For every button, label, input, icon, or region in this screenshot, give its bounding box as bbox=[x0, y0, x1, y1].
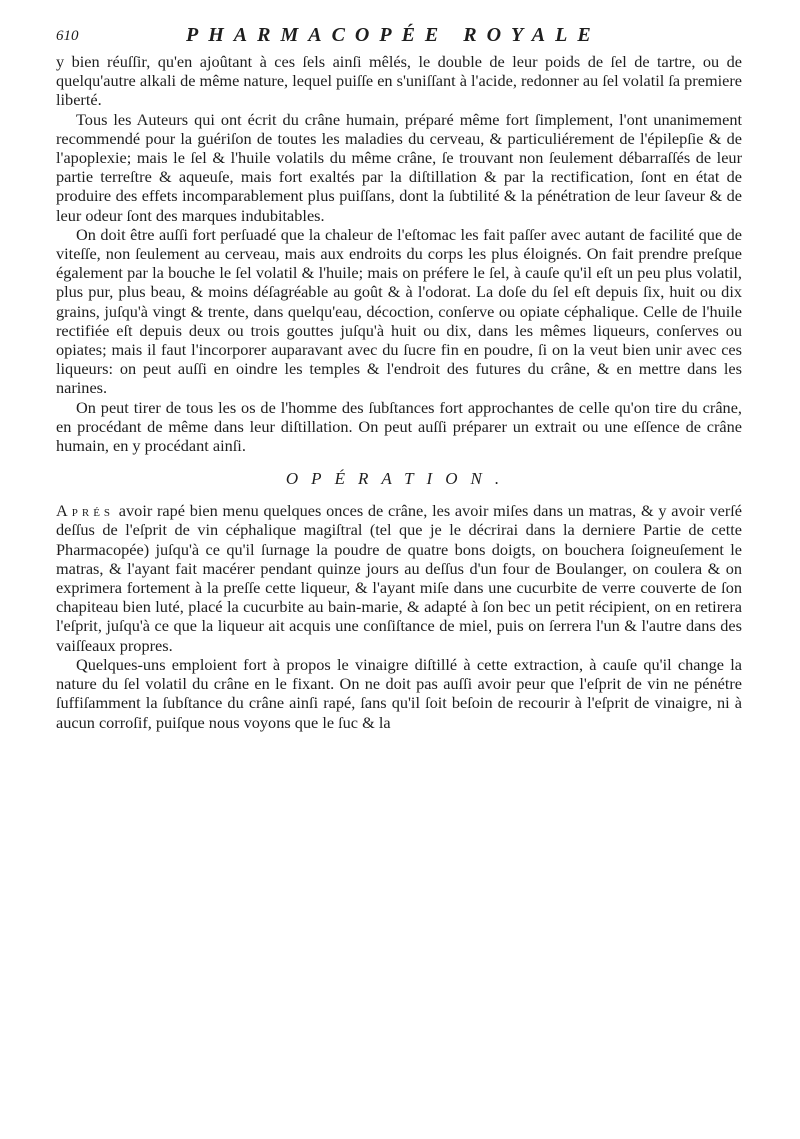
paragraph-bones-extract: On peut tirer de tous les os de l'homme des ſubſtances fort approchantes de celle qu'on tire du crâne, en procédant de même dans leur diſtillation. On peut auſſi préparer un extrait ou une eſſence de crâne humain, en y procédant ainſi. bbox=[56, 397, 742, 456]
running-head bbox=[56, 22, 742, 52]
section-heading-operation: OPÉRATION. bbox=[285, 469, 513, 489]
paragraph-lead-word: Aprés bbox=[56, 501, 115, 521]
paragraph-cranium-virtues: Tous les Auteurs qui ont écrit du crâne humain, préparé même fort ſimplement, l'ont unanimement recommendé pour la guériſon de toutes les maladies du cerveau, & particuliérement de l'épilepſie & de l'apoplexie; mais le ſel & l'huile volatils du même crâne, ſe trouvant non ſeulement débarraſſés de leur partie terreſtre & aqueuſe, mais fort exaltés par la diſtillation & par la rectification, ſont en état de produire des effets incomparablement plus puiſſans, dont la ſubtilité & la pénétration de leur ſaveur & de leur odeur ſont des marques indubitables. bbox=[56, 109, 742, 225]
paragraph-dosage: On doit être auſſi fort perſuadé que la chaleur de l'eſtomac les fait paſſer avec autant de facilité que de viteſſe, non ſeulement au cerveau, mais aux endroits du corps les plus éloignés. On fait prendre preſque également par la bouche le ſel volatil & l'huile; mais on préfere le ſel, à cauſe qu'il eſt un peu plus volatil, plus pur, plus beau, & moins déſagréable au goût & à l'odorat. La doſe du ſel eſt depuis ſix, huit ou dix grains, juſqu'à vingt & trente, dans quelqu'eau, décoction, conſerve ou opiate céphalique. Celle de l'huile rectifiée eſt depuis deux ou trois gouttes juſqu'à huit ou dix, dans les mêmes liqueurs, conſerves ou opiates; mais il faut l'incorporer auparavant avec du ſucre fin en poudre, ſi on la veut bien unir avec ces liqueurs: on peut auſſi en oindre les temples & l'endroit des futures du crâne, & en mettre dans les narines. bbox=[56, 224, 742, 398]
paragraph-vinegar: Quelques-uns emploient fort à propos le vinaigre diſtillé à cette extraction, à cauſe qu'il change la nature du ſel volatil du crâne en le fixant. On ne doit pas auſſi avoir peur que l'eſprit de vin ne pénétre ſuffiſamment la ſubſtance du crâne ainſi rapé, ſans qu'il ſoit beſoin de recourir à l'eſprit de vinaigre, ni à aucun corroſif, puiſque nous voyons que le ſuc & la bbox=[56, 654, 742, 732]
running-title: PHARMACOPÉE ROYALE bbox=[186, 24, 601, 46]
page-number: 610 bbox=[56, 28, 79, 44]
paragraph-operation-text: avoir rapé bien menu quelques onces de crâne, les avoir miſes dans un matras, & y avoir verſé deſſus de l'eſprit de vin céphalique magiſtral (tel que je le décrirai dans la derniere Partie de cette Pharmacopée) juſqu'à ce qu'il ſurnage la poudre de quatre bons doigts, on bouchera ſoigneuſement le matras, & l'ayant fait macérer pendant quinze jours au deſſus d'un four de Boulanger, on coulera & on exprimera fortement à la preſſe cette liqueur, & l'ayant miſe dans une cucurbite de verre couverte de ſon chapiteau bien luté, placé la cucurbite au bain-marie, & adapté à ſon bec un petit récipient, on en retirera l'eſprit, juſqu'à ce que la liqueur ait acquis une conſiſtance de miel, puis on ſerrera l'un & l'autre dans des vaiſſeaux propres. bbox=[56, 501, 742, 655]
paragraph-continued: y bien réuſſir, qu'en ajoûtant à ces ſels ainſi mêlés, le double de leur poids de ſel de tartre, ou de quelqu'autre alkali de même nature, lequel puiſſe en s'uniſſant à l'acide, redonner au ſel volatil ſa premiere liberté. bbox=[56, 52, 743, 110]
paragraph-operation bbox=[56, 501, 742, 655]
body-text bbox=[56, 52, 742, 732]
